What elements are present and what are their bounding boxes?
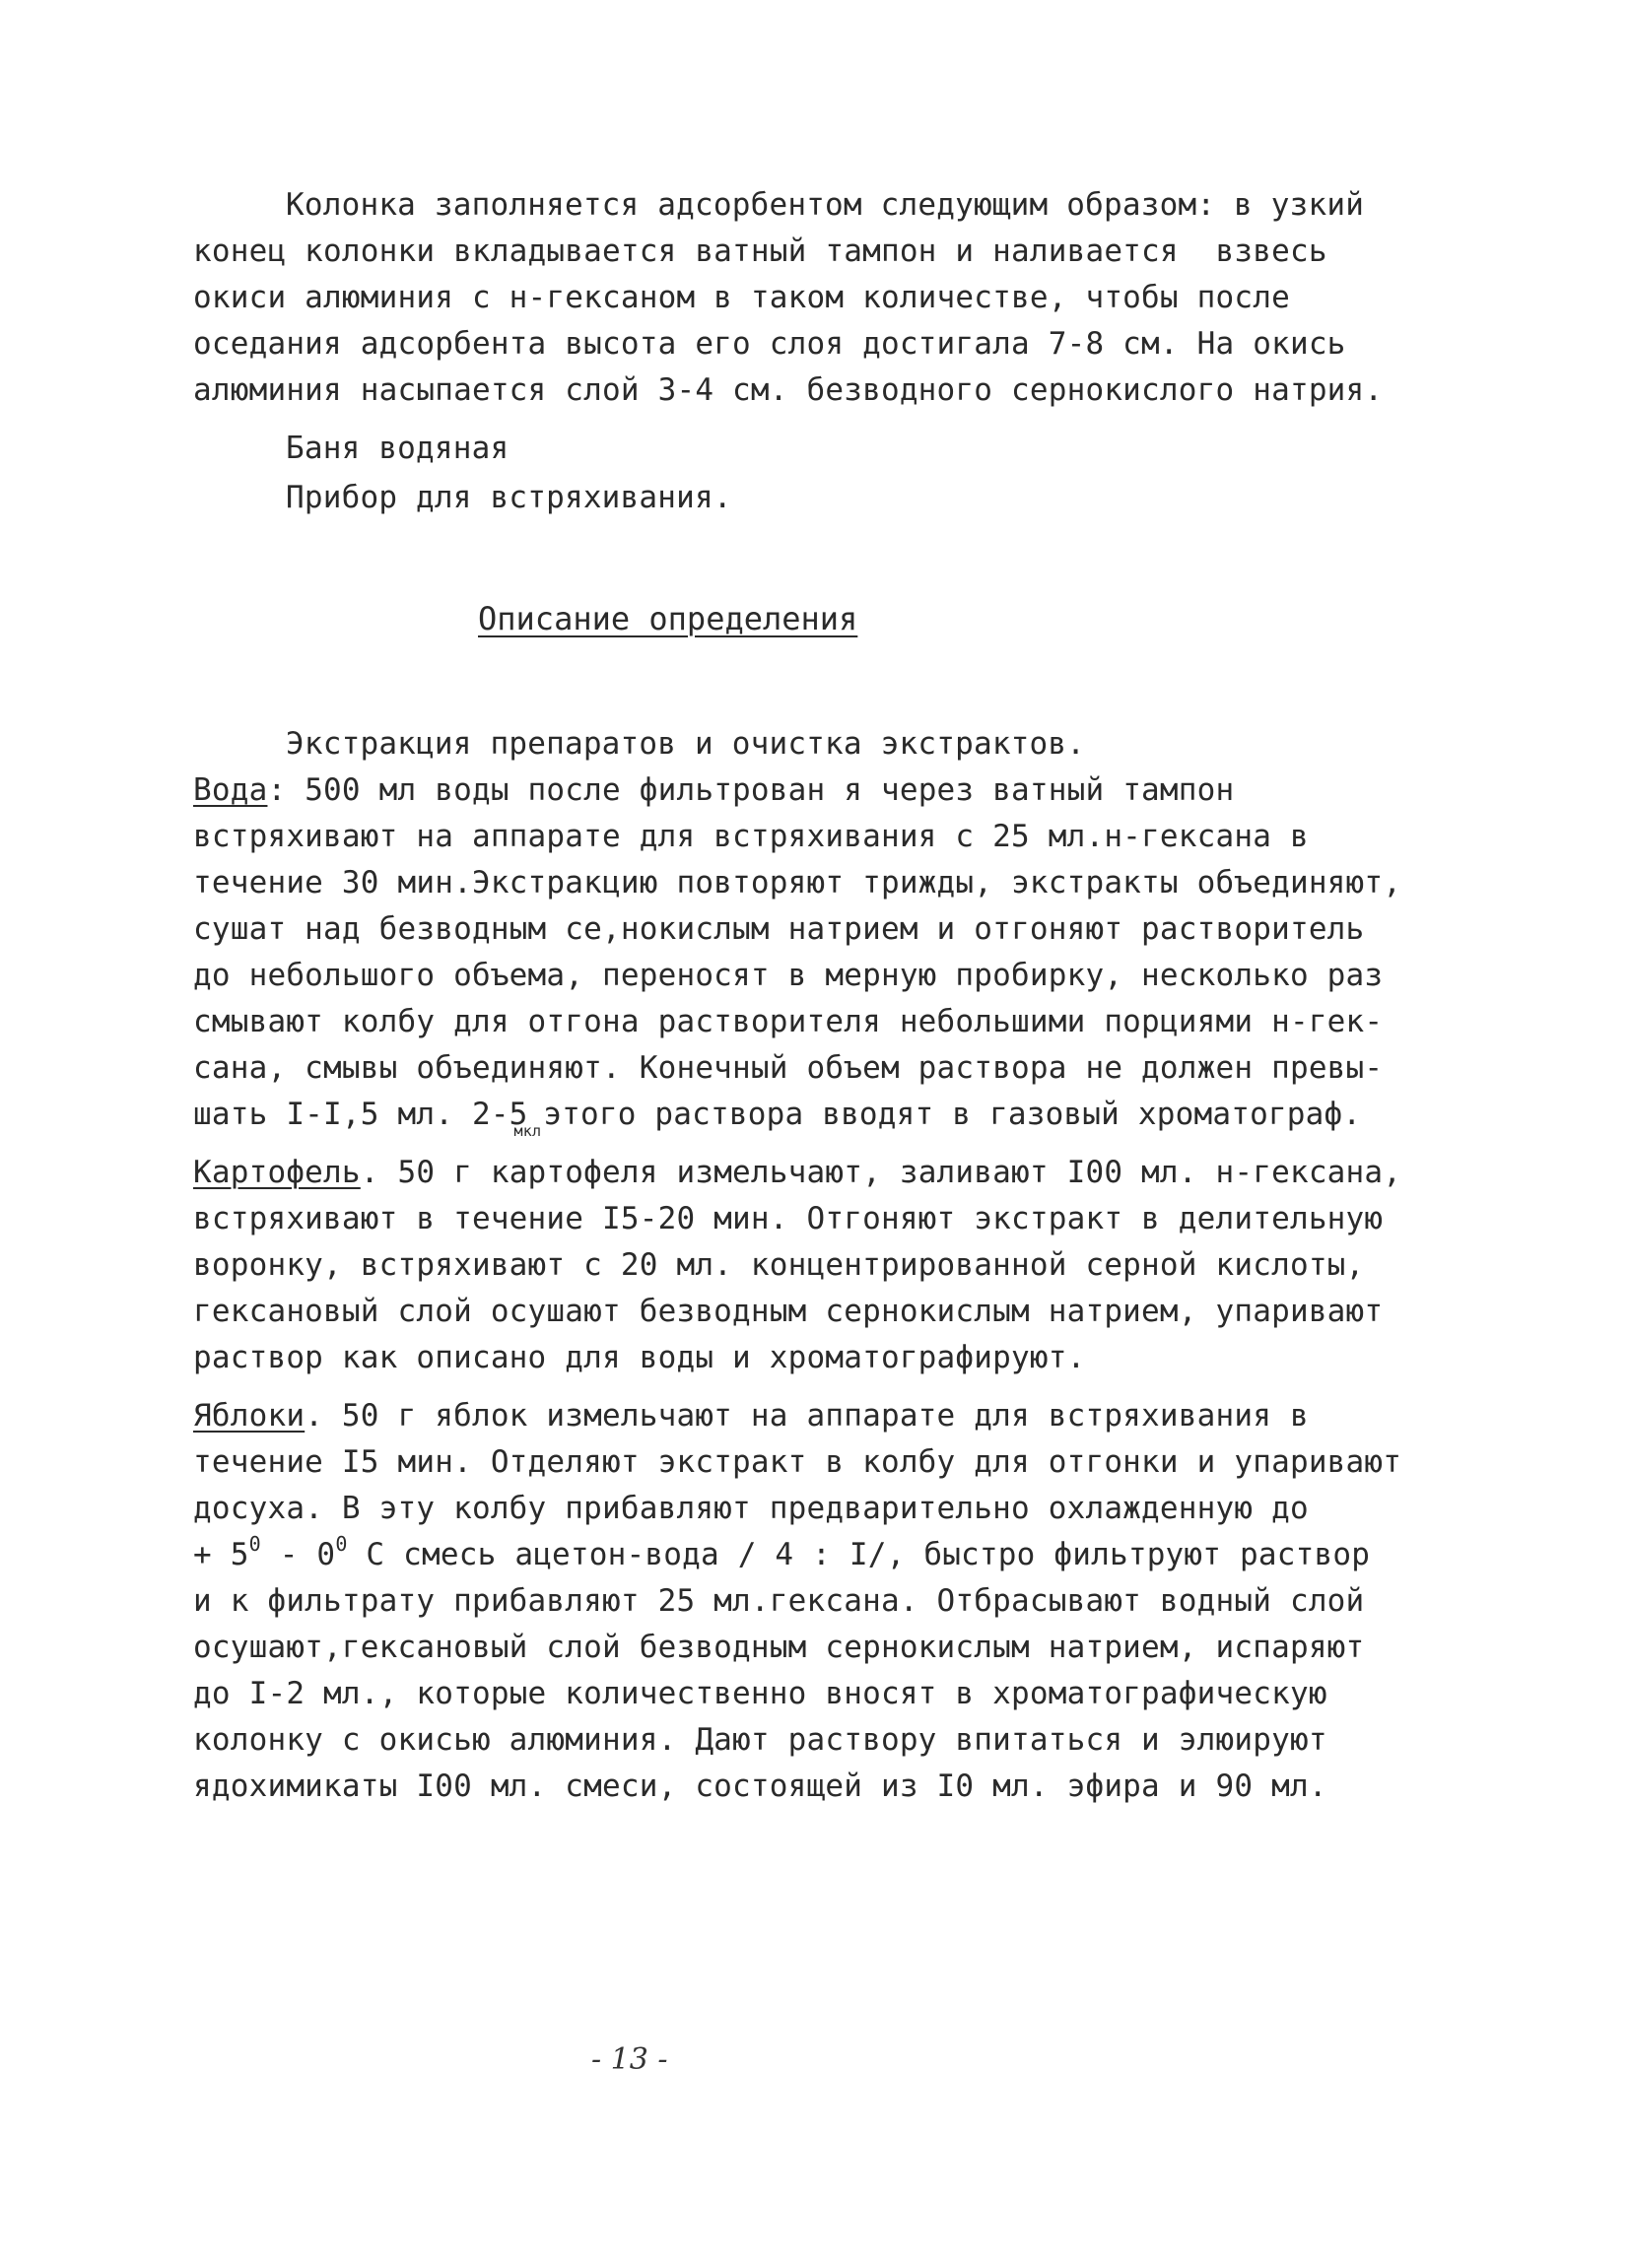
potato-line: воронку, встряхивают с 20 мл. концентрированной серной кислоты, xyxy=(193,1247,1365,1283)
water-last-line-end: этого раствора вводят в газовый хроматограф. xyxy=(543,1097,1362,1132)
intro-line-3: окиси алюминия с н-гексаном в таком количестве, чтобы после xyxy=(193,280,1290,315)
water-line: до небольшого объема, переносят в мерную пробирку, несколько раз xyxy=(193,958,1384,993)
potato-line: раствор как описано для воды и хроматографируют. xyxy=(193,1340,1086,1375)
apples-first-line-text: . 50 г яблок измельчают на аппарате для встряхивания в xyxy=(305,1398,1309,1434)
temp-part-c: С смесь ацетон-вода / 4 : I/, быстро фильтруют раствор xyxy=(347,1537,1371,1572)
water-last-line xyxy=(193,1095,1361,1139)
page-number: - 13 - xyxy=(591,2042,668,2077)
water-line: течение 30 мин.Экстракцию повторяют трижды, экстракты объединяют, xyxy=(193,865,1402,901)
potato-first-line-text: . 50 г картофеля измельчают, заливают I00 мл. н-гексана, xyxy=(360,1155,1402,1190)
apples-line: колонку с окисью алюминия. Дают раствору впитаться и элюируют xyxy=(193,1722,1327,1758)
section-title: Описание определения xyxy=(478,600,858,637)
water-last-line-start: шать I-I,5 мл. 2-5 xyxy=(193,1097,528,1132)
water-line: смывают колбу для отгона растворителя небольшими порциями н-гек- xyxy=(193,1004,1384,1039)
apples-temperature-line xyxy=(193,1532,1371,1577)
potato-line: гексановый слой осушают безводным сернокислым натрием, упаривают xyxy=(193,1294,1384,1329)
apples-line: до I-2 мл., которые количественно вносят в хроматографическую xyxy=(193,1676,1327,1711)
water-line: сана, смывы объединяют. Конечный объем раствора не должен превы- xyxy=(193,1050,1384,1086)
apples-line: осушают,гексановый слой безводным сернокислым натрием, испаряют xyxy=(193,1630,1365,1665)
water-subscript-unit: мкл xyxy=(513,1122,542,1140)
intro-line-1: Колонка заполняется адсорбентом следующим образом: в узкий xyxy=(286,187,1365,223)
apples-label: Яблоки xyxy=(193,1398,306,1434)
intro-line-4: оседания адсорбента высота его слоя достигала 7-8 см. На окись xyxy=(193,326,1346,362)
water-label: Вода xyxy=(193,772,268,808)
potato-label: Картофель xyxy=(193,1155,361,1190)
equipment-water-bath: Баня водяная xyxy=(286,431,509,466)
water-line: встряхивают на аппарате для встряхивания с 25 мл.н-гексана в xyxy=(193,819,1309,854)
water-line: сушат над безводным се,нокислым натрием и отгоняют растворитель xyxy=(193,911,1365,947)
apples-line: ядохимикаты I00 мл. смеси, состоящей из I0 мл. эфира и 90 мл. xyxy=(193,1768,1327,1804)
water-first-line-text: : 500 мл воды после фильтрован я через ватный тампон xyxy=(267,772,1235,808)
apples-line: досуха. В эту колбу прибавляют предварительно охлажденную до xyxy=(193,1491,1309,1526)
potato-line: встряхивают в течение I5-20 мин. Отгоняют экстракт в делительную xyxy=(193,1201,1384,1236)
degree-superscript: 0 xyxy=(248,1532,261,1556)
intro-line-2: конец колонки вкладывается ватный тампон и наливается взвесь xyxy=(193,233,1327,269)
potato-first-line xyxy=(193,1153,1401,1192)
equipment-shaker: Прибор для встряхивания. xyxy=(286,480,732,515)
apples-line: и к фильтрату прибавляют 25 мл.гексана. Отбрасывают водный слой xyxy=(193,1583,1365,1619)
intro-line-5: алюминия насыпается слой 3-4 см. безводного сернокислого натрия. xyxy=(193,372,1384,408)
water-first-line xyxy=(193,770,1234,810)
apples-first-line xyxy=(193,1396,1309,1435)
apples-line: течение I5 мин. Отделяют экстракт в колбу для отгонки и упаривают xyxy=(193,1444,1402,1480)
temp-part-a: + 5 xyxy=(193,1537,249,1572)
temp-part-b: - 0 xyxy=(260,1537,336,1572)
degree-superscript: 0 xyxy=(335,1532,348,1556)
extraction-title: Экстракция препаратов и очистка экстрактов. xyxy=(286,726,1086,762)
